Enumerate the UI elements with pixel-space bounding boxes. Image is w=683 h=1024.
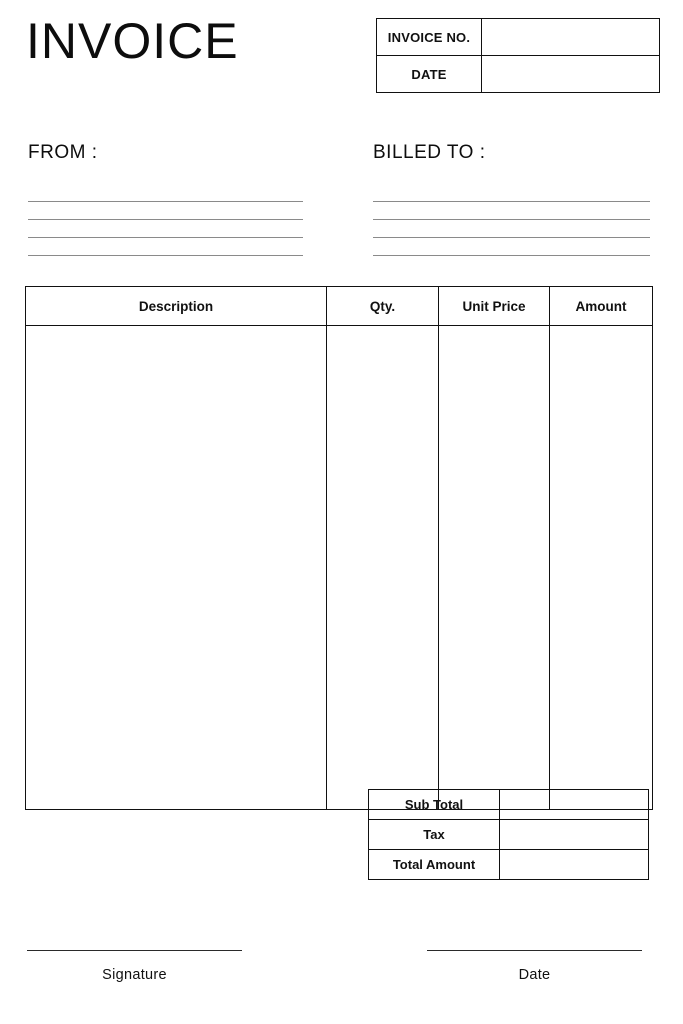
billed-to-lines [373,184,653,256]
signature-block [27,950,242,983]
from-block [28,142,308,256]
billed-to-line-2[interactable] [373,202,650,220]
footer-date-line[interactable] [427,950,642,951]
column-header-amount: Amount [550,287,653,326]
cell-qty[interactable] [327,326,439,810]
invoice-number-field[interactable] [482,19,660,56]
sub-total-row [369,790,649,820]
invoice-number-row [377,19,660,56]
line-items-header-row [26,287,653,326]
billed-to-block [373,142,653,256]
invoice-meta-table [376,18,660,93]
line-items-table [25,286,653,810]
column-header-qty: Qty. [327,287,439,326]
billed-to-line-4[interactable] [373,238,650,256]
line-items-body-row [26,326,653,810]
from-line-4[interactable] [28,238,303,256]
from-lines [28,184,308,256]
footer-date-block [427,950,642,983]
tax-label: Tax [369,820,500,850]
total-amount-row [369,850,649,880]
column-header-description: Description [26,287,327,326]
page-title: INVOICE [26,13,239,69]
signature-label: Signature [102,967,167,983]
column-header-unit-price: Unit Price [439,287,550,326]
from-heading: FROM : [28,142,98,163]
invoice-date-row [377,56,660,93]
total-amount-label: Total Amount [369,850,500,880]
total-amount-field[interactable] [500,850,649,880]
from-line-3[interactable] [28,220,303,238]
tax-row [369,820,649,850]
tax-field[interactable] [500,820,649,850]
from-line-2[interactable] [28,202,303,220]
signature-line[interactable] [27,950,242,951]
billed-to-line-3[interactable] [373,220,650,238]
invoice-number-label: INVOICE NO. [377,19,482,56]
invoice-date-field[interactable] [482,56,660,93]
from-line-1[interactable] [28,184,303,202]
cell-unit-price[interactable] [439,326,550,810]
totals-table [368,789,649,880]
cell-amount[interactable] [550,326,653,810]
billed-to-heading: BILLED TO : [373,142,486,163]
cell-description[interactable] [26,326,327,810]
footer-date-label: Date [518,967,551,983]
sub-total-label: Sub Total [369,790,500,820]
invoice-date-label: DATE [377,56,482,93]
sub-total-field[interactable] [500,790,649,820]
billed-to-line-1[interactable] [373,184,650,202]
